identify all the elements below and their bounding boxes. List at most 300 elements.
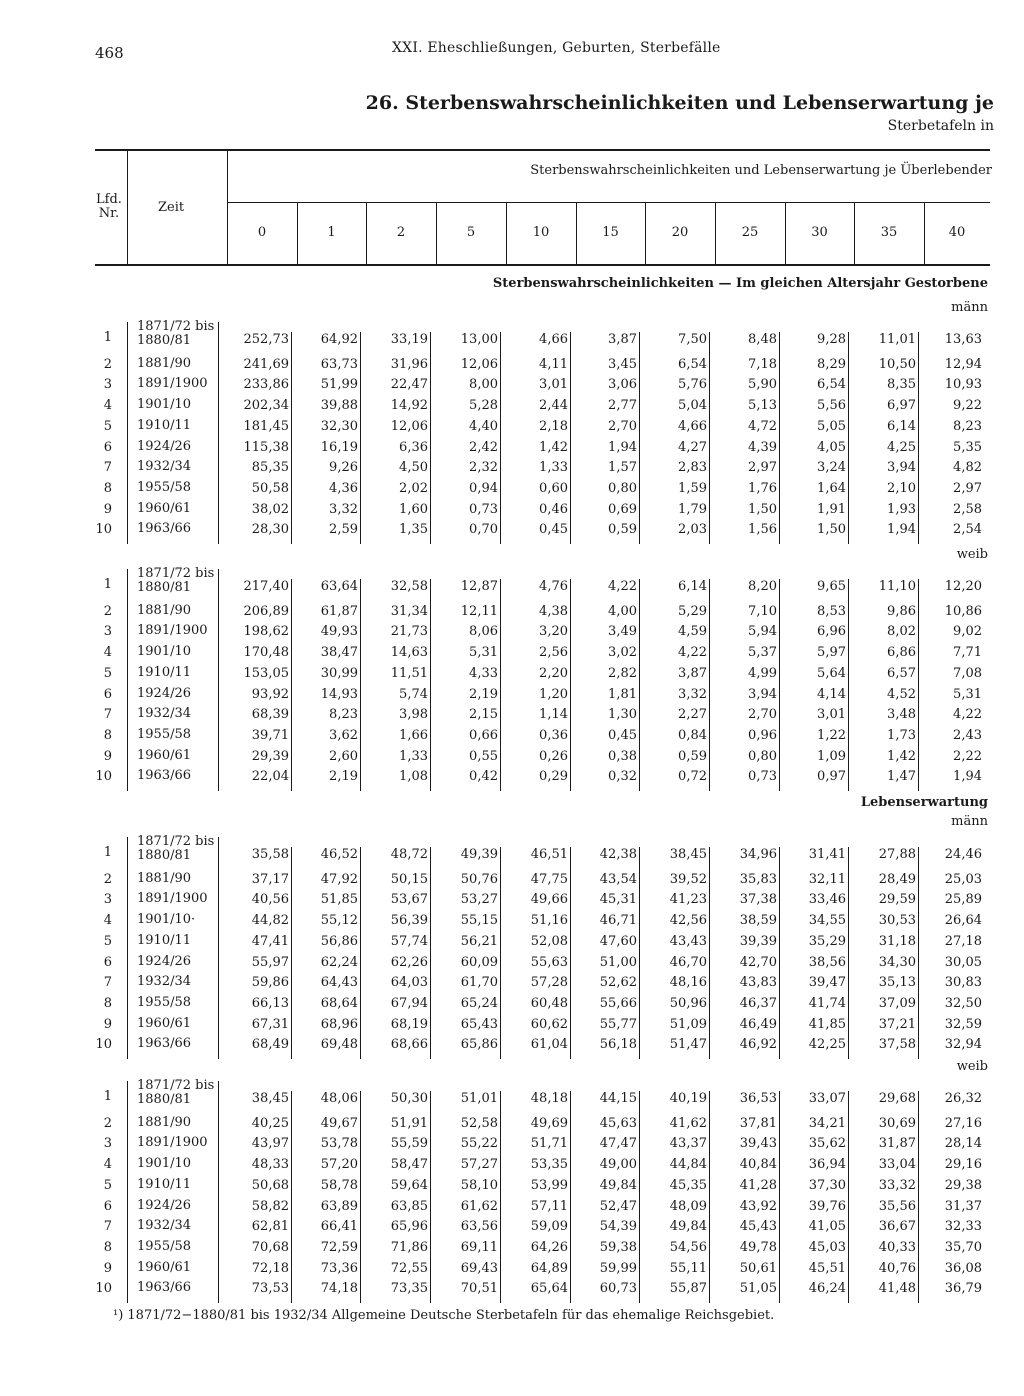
table-cell: 1,50 (817, 522, 846, 538)
block-rule-zeit (218, 1081, 219, 1303)
table-cell: 2,59 (329, 522, 358, 538)
table-cell: 46,37 (739, 995, 777, 1011)
table-cell: 5,31 (469, 645, 498, 661)
table-cell: 34,55 (808, 913, 846, 929)
row-number: 2 (103, 871, 112, 887)
table-cell: 52,08 (530, 933, 568, 949)
table-cell: 12,87 (460, 579, 498, 594)
row-period: 1910/11 (137, 417, 192, 433)
table-cell: 6,54 (678, 356, 707, 372)
table-cell: 0,46 (539, 501, 568, 517)
table-cell: 37,58 (878, 1037, 916, 1053)
table-cell: 55,22 (460, 1136, 498, 1152)
block-rule-zeit (218, 322, 219, 544)
table-cell: 51,71 (530, 1136, 568, 1152)
table-cell: 29,38 (944, 1177, 982, 1193)
table-cell: 4,05 (817, 439, 846, 455)
table-cell: 8,53 (817, 603, 846, 619)
table-cell: 29,16 (944, 1157, 982, 1173)
table-cell: 32,94 (944, 1037, 982, 1053)
row-number: 6 (103, 1198, 112, 1214)
block-rule-col (500, 579, 501, 791)
block-rule-col (639, 847, 640, 1059)
table-cell: 30,53 (878, 913, 916, 929)
table-cell: 1,08 (399, 769, 428, 785)
row-period: 1960/61 (137, 1259, 192, 1275)
table-cell: 53,78 (320, 1136, 358, 1152)
table-cell: 8,20 (748, 579, 777, 594)
table-cell: 6,54 (817, 377, 846, 393)
age-col-divider (506, 203, 507, 264)
table-cell: 5,90 (748, 377, 777, 393)
table-cell: 13,00 (460, 332, 498, 347)
table-cell: 1,42 (887, 748, 916, 764)
table-cell: 35,70 (944, 1239, 982, 1255)
age-col-divider (854, 203, 855, 264)
age-header-30: 30 (811, 225, 828, 240)
table-cell: 1,14 (539, 707, 568, 723)
table-cell: 61,04 (530, 1037, 568, 1053)
row-period: 1910/11 (137, 1176, 192, 1192)
table-cell: 72,55 (390, 1260, 428, 1276)
row-period: 1881/90 (137, 355, 192, 371)
table-cell: 56,86 (320, 933, 358, 949)
age-header-35: 35 (880, 225, 898, 240)
table-cell: 61,62 (460, 1198, 498, 1214)
table-cell: 68,96 (320, 1016, 358, 1032)
table-cell: 3,98 (399, 707, 428, 723)
row-number: 6 (103, 439, 112, 455)
table-cell: 45,63 (599, 1115, 637, 1131)
table-cell: 34,96 (739, 847, 777, 862)
age-header-rule (227, 202, 990, 203)
age-header-25: 25 (741, 225, 759, 240)
table-cell: 49,78 (739, 1239, 777, 1255)
table-cell: 93,92 (251, 686, 289, 702)
table-cell: 30,83 (944, 975, 982, 991)
table-cell: 59,99 (599, 1260, 637, 1276)
table-cell: 5,94 (748, 624, 777, 640)
table-cell: 41,23 (669, 892, 707, 908)
block-rule-col (430, 332, 431, 544)
table-cell: 42,56 (669, 913, 707, 929)
table-cell: 32,33 (944, 1219, 982, 1235)
table-cell: 8,29 (817, 356, 846, 372)
row-period: 1901/10· (137, 912, 196, 928)
table-cell: 2,70 (608, 418, 637, 434)
table-cell: 47,75 (530, 871, 568, 887)
table-cell: 39,88 (320, 398, 358, 414)
table-cell: 7,71 (953, 645, 982, 661)
table-cell: 38,45 (251, 1091, 289, 1106)
table-cell: 35,29 (808, 933, 846, 949)
table-cell: 31,34 (390, 603, 428, 619)
row-period: 1924/26 (137, 438, 192, 454)
table-cell: 43,54 (599, 871, 637, 887)
table-cell: 40,56 (251, 892, 289, 908)
table-cell: 36,08 (944, 1260, 982, 1276)
table-cell: 3,94 (887, 460, 916, 476)
table-cell: 8,48 (748, 332, 777, 347)
table-cell: 28,49 (878, 871, 916, 887)
table-cell: 59,86 (251, 975, 289, 991)
row-period: 1871/72 bis 1880/81 (137, 319, 215, 348)
table-cell: 47,92 (320, 871, 358, 887)
table-cell: 5,64 (817, 665, 846, 681)
table-cell: 74,18 (320, 1281, 358, 1297)
row-period: 1932/34 (137, 974, 192, 990)
table-cell: 7,08 (953, 665, 982, 681)
table-cell: 3,94 (748, 686, 777, 702)
table-cell: 3,32 (329, 501, 358, 517)
table-cell: 2,83 (678, 460, 707, 476)
table-cell: 1,50 (748, 501, 777, 517)
table-cell: 29,68 (878, 1091, 916, 1106)
table-cell: 1,22 (817, 727, 846, 743)
table-cell: 66,41 (320, 1219, 358, 1235)
table-cell: 1,79 (678, 501, 707, 517)
sex-label: weib (956, 1059, 988, 1074)
table-cell: 1,42 (539, 439, 568, 455)
table-cell: 0,45 (608, 727, 637, 743)
table-cell: 6,14 (678, 579, 707, 594)
table-cell: 69,11 (460, 1239, 498, 1255)
table-cell: 0,42 (469, 769, 498, 785)
table-cell: 5,56 (817, 398, 846, 414)
table-cell: 1,35 (399, 522, 428, 538)
table-cell: 52,47 (599, 1198, 637, 1214)
table-cell: 35,13 (878, 975, 916, 991)
table-cell: 40,25 (251, 1115, 289, 1131)
table-cell: 2,22 (953, 748, 982, 764)
block-rule-col (848, 579, 849, 791)
row-number: 9 (103, 748, 112, 764)
table-cell: 41,05 (808, 1219, 846, 1235)
table-cell: 4,99 (748, 665, 777, 681)
table-cell: 12,06 (460, 356, 498, 372)
table-cell: 73,53 (251, 1281, 289, 1297)
table-cell: 9,22 (953, 398, 982, 414)
row-number: 5 (103, 1177, 112, 1193)
table-cell: 27,18 (944, 933, 982, 949)
table-cell: 233,86 (243, 377, 289, 393)
table-cell: 3,87 (678, 665, 707, 681)
row-number: 5 (103, 665, 112, 681)
table-cell: 69,43 (460, 1260, 498, 1276)
table-cell: 67,94 (390, 995, 428, 1011)
table-cell: 68,39 (251, 707, 289, 723)
row-number: 2 (103, 1115, 112, 1131)
table-cell: 55,12 (320, 913, 358, 929)
table-cell: 4,22 (608, 579, 637, 594)
table-cell: 4,22 (953, 707, 982, 723)
table-cell: 153,05 (243, 665, 289, 681)
table-title: 26. Sterbenswahrscheinlichkeiten und Lebenserwartung je (365, 92, 994, 114)
table-cell: 170,48 (243, 645, 289, 661)
row-number: 1 (103, 330, 112, 345)
table-cell: 46,92 (739, 1037, 777, 1053)
row-number: 1 (103, 845, 112, 860)
table-cell: 49,84 (669, 1219, 707, 1235)
block-rule-col (639, 579, 640, 791)
table-cell: 34,30 (878, 954, 916, 970)
table-cell: 26,64 (944, 913, 982, 929)
table-cell: 40,76 (878, 1260, 916, 1276)
table-cell: 47,60 (599, 933, 637, 949)
table-cell: 24,46 (944, 847, 982, 862)
table-cell: 12,06 (390, 418, 428, 434)
table-cell: 51,00 (599, 954, 637, 970)
table-cell: 0,59 (678, 748, 707, 764)
table-cell: 8,02 (887, 624, 916, 640)
block-rule-col (430, 579, 431, 791)
table-cell: 1,20 (539, 686, 568, 702)
table-cell: 49,66 (530, 892, 568, 908)
table-subtitle: Sterbetafeln in (887, 118, 994, 134)
table-cell: 5,28 (469, 398, 498, 414)
row-period: 1910/11 (137, 664, 192, 680)
table-cell: 0,29 (539, 769, 568, 785)
row-period: 1871/72 bis 1880/81 (137, 1078, 215, 1107)
table-cell: 50,30 (390, 1091, 428, 1106)
block-rule-col (291, 579, 292, 791)
header-bottom-rule (95, 264, 990, 266)
row-number: 10 (95, 1281, 112, 1297)
table-cell: 206,89 (243, 603, 289, 619)
table-cell: 4,66 (539, 332, 568, 347)
table-cell: 37,09 (878, 995, 916, 1011)
table-cell: 39,52 (669, 871, 707, 887)
table-cell: 68,64 (320, 995, 358, 1011)
table-cell: 50,96 (669, 995, 707, 1011)
table-cell: 51,85 (320, 892, 358, 908)
table-cell: 3,24 (817, 460, 846, 476)
table-cell: 60,48 (530, 995, 568, 1011)
table-cell: 3,20 (539, 624, 568, 640)
block-rule-col (291, 332, 292, 544)
table-cell: 60,09 (460, 954, 498, 970)
table-cell: 44,84 (669, 1157, 707, 1173)
block-rule-col (848, 1091, 849, 1303)
age-col-divider (576, 203, 577, 264)
table-cell: 48,16 (669, 975, 707, 991)
table-cell: 4,36 (329, 480, 358, 496)
table-cell: 42,38 (599, 847, 637, 862)
table-cell: 31,37 (944, 1198, 982, 1214)
block-rule-lfd (127, 569, 128, 791)
block-rule-col (709, 579, 710, 791)
table-cell: 3,02 (608, 645, 637, 661)
table-cell: 71,86 (390, 1239, 428, 1255)
table-cell: 45,03 (808, 1239, 846, 1255)
table-cell: 48,18 (530, 1091, 568, 1106)
row-period: 1891/1900 (137, 623, 208, 639)
table-cell: 44,15 (599, 1091, 637, 1106)
table-cell: 2,03 (678, 522, 707, 538)
table-cell: 64,92 (320, 332, 358, 347)
lfd-divider (127, 151, 128, 264)
block-rule-col (709, 847, 710, 1059)
row-period: 1955/58 (137, 1238, 192, 1254)
table-cell: 115,38 (243, 439, 289, 455)
table-cell: 38,45 (669, 847, 707, 862)
table-cell: 28,14 (944, 1136, 982, 1152)
table-cell: 2,19 (469, 686, 498, 702)
sex-label: männ (951, 814, 988, 829)
table-cell: 2,56 (539, 645, 568, 661)
table-cell: 1,91 (817, 501, 846, 517)
table-cell: 3,87 (608, 332, 637, 347)
table-cell: 1,59 (678, 480, 707, 496)
table-cell: 68,19 (390, 1016, 428, 1032)
table-cell: 1,94 (953, 769, 982, 785)
table-cell: 1,60 (399, 501, 428, 517)
age-col-divider (715, 203, 716, 264)
table-cell: 2,43 (953, 727, 982, 743)
page-number: 468 (95, 44, 124, 62)
table-cell: 6,97 (887, 398, 916, 414)
table-cell: 2,58 (953, 501, 982, 517)
table-cell: 43,37 (669, 1136, 707, 1152)
table-cell: 35,83 (739, 871, 777, 887)
table-cell: 46,52 (320, 847, 358, 862)
table-cell: 202,34 (243, 398, 289, 414)
table-cell: 39,39 (739, 933, 777, 949)
section-heading: Lebenserwartung (860, 795, 988, 810)
table-cell: 67,31 (251, 1016, 289, 1032)
table-cell: 39,43 (739, 1136, 777, 1152)
table-cell: 61,70 (460, 975, 498, 991)
table-cell: 50,76 (460, 871, 498, 887)
table-cell: 0,26 (539, 748, 568, 764)
table-cell: 55,66 (599, 995, 637, 1011)
table-cell: 41,48 (878, 1281, 916, 1297)
table-cell: 8,06 (469, 624, 498, 640)
table-cell: 14,93 (320, 686, 358, 702)
block-rule-col (709, 1091, 710, 1303)
table-cell: 4,59 (678, 624, 707, 640)
table-cell: 4,82 (953, 460, 982, 476)
row-number: 10 (95, 769, 112, 785)
table-cell: 42,70 (739, 954, 777, 970)
table-cell: 9,65 (817, 579, 846, 594)
table-cell: 54,39 (599, 1219, 637, 1235)
table-cell: 49,39 (460, 847, 498, 862)
table-cell: 0,59 (608, 522, 637, 538)
table-cell: 4,33 (469, 665, 498, 681)
table-cell: 64,03 (390, 975, 428, 991)
table-cell: 59,64 (390, 1177, 428, 1193)
table-cell: 35,58 (251, 847, 289, 862)
table-cell: 5,31 (953, 686, 982, 702)
table-cell: 12,11 (460, 603, 498, 619)
table-cell: 40,84 (739, 1157, 777, 1173)
age-col-divider (785, 203, 786, 264)
row-period: 1871/72 bis 1880/81 (137, 566, 215, 595)
block-rule-col (500, 847, 501, 1059)
table-cell: 5,35 (953, 439, 982, 455)
row-period: 1901/10 (137, 1156, 192, 1172)
table-cell: 4,27 (678, 439, 707, 455)
row-period: 1924/26 (137, 953, 192, 969)
row-number: 6 (103, 686, 112, 702)
table-cell: 64,43 (320, 975, 358, 991)
table-cell: 37,38 (739, 892, 777, 908)
table-cell: 2,27 (678, 707, 707, 723)
table-cell: 0,80 (748, 748, 777, 764)
block-rule-col (500, 1091, 501, 1303)
table-cell: 44,82 (251, 913, 289, 929)
block-rule-col (430, 847, 431, 1059)
block-rule-zeit (218, 569, 219, 791)
table-cell: 0,72 (678, 769, 707, 785)
table-cell: 3,48 (887, 707, 916, 723)
table-cell: 2,02 (399, 480, 428, 496)
sex-label: weib (956, 547, 988, 562)
table-cell: 62,81 (251, 1219, 289, 1235)
table-cell: 65,24 (460, 995, 498, 1011)
table-cell: 1,73 (887, 727, 916, 743)
table-cell: 51,01 (460, 1091, 498, 1106)
table-cell: 1,76 (748, 480, 777, 496)
table-cell: 2,77 (608, 398, 637, 414)
table-cell: 6,57 (887, 665, 916, 681)
table-cell: 48,33 (251, 1157, 289, 1173)
table-cell: 50,61 (739, 1260, 777, 1276)
table-cell: 65,96 (390, 1219, 428, 1235)
table-cell: 43,97 (251, 1136, 289, 1152)
table-cell: 12,94 (944, 356, 982, 372)
table-cell: 49,93 (320, 624, 358, 640)
table-cell: 46,49 (739, 1016, 777, 1032)
table-cell: 35,56 (878, 1198, 916, 1214)
table-cell: 3,06 (608, 377, 637, 393)
row-number: 5 (103, 418, 112, 434)
row-period: 1924/26 (137, 685, 192, 701)
table-cell: 10,86 (944, 603, 982, 619)
table-cell: 14,63 (390, 645, 428, 661)
table-cell: 39,76 (808, 1198, 846, 1214)
table-cell: 0,73 (469, 501, 498, 517)
table-cell: 41,62 (669, 1115, 707, 1131)
table-cell: 55,63 (530, 954, 568, 970)
table-cell: 33,46 (808, 892, 846, 908)
table-cell: 32,50 (944, 995, 982, 1011)
table-cell: 59,09 (530, 1219, 568, 1235)
block-rule-col (570, 1091, 571, 1303)
row-number: 7 (103, 1219, 112, 1235)
table-cell: 36,79 (944, 1281, 982, 1297)
block-rule-col (639, 1091, 640, 1303)
table-cell: 50,58 (251, 480, 289, 496)
row-number: 1 (103, 577, 112, 592)
table-cell: 43,43 (669, 933, 707, 949)
table-cell: 1,56 (748, 522, 777, 538)
block-rule-col (848, 847, 849, 1059)
table-cell: 39,71 (251, 727, 289, 743)
table-cell: 2,15 (469, 707, 498, 723)
table-cell: 4,11 (539, 356, 568, 372)
row-period: 1881/90 (137, 602, 192, 618)
table-cell: 45,51 (808, 1260, 846, 1276)
block-rule-col (779, 579, 780, 791)
table-cell: 9,26 (329, 460, 358, 476)
age-col-divider (436, 203, 437, 264)
table-cell: 55,87 (669, 1281, 707, 1297)
table-cell: 3,01 (817, 707, 846, 723)
row-number: 5 (103, 933, 112, 949)
row-number: 8 (103, 480, 112, 496)
